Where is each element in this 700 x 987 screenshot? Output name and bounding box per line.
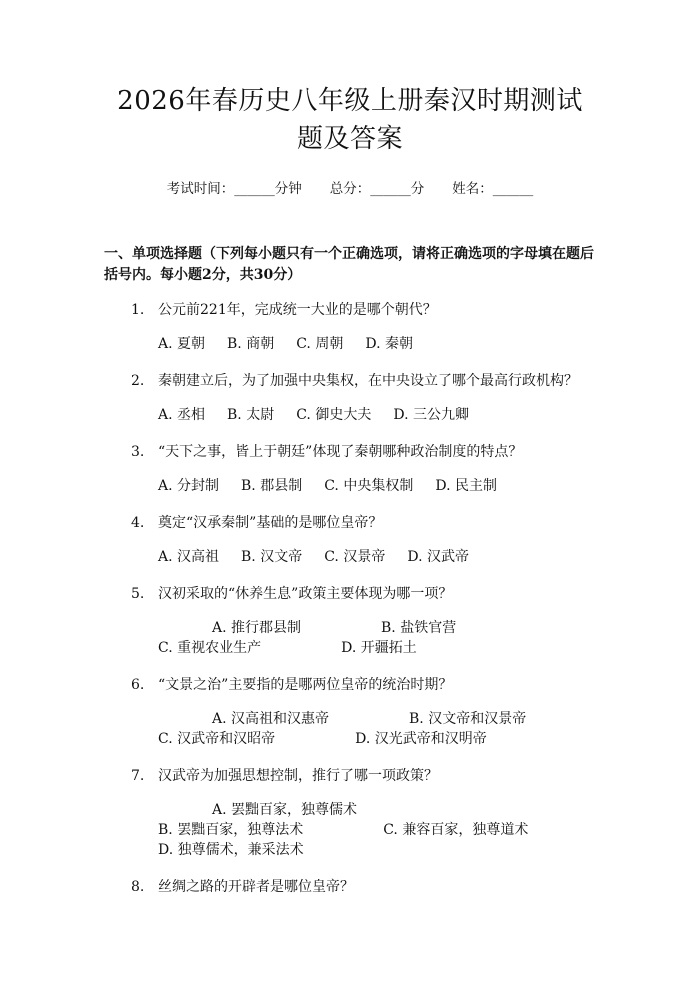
question-options <box>104 618 596 658</box>
question-options <box>104 547 596 567</box>
section-heading-single-choice: 一、单项选择题（下列每小题只有一个正确选项，请将正确选项的字母填在题后括号内。每小题2分，共30分） <box>104 246 594 283</box>
option-c: C. 汉武帝和汉昭帝 <box>158 731 276 747</box>
question-number: 2. <box>131 373 145 389</box>
option-b: B. 太尉 <box>227 407 275 423</box>
option-d: D. 独尊儒术，兼采法术 <box>158 842 304 858</box>
option-a: A. 推行郡县制 <box>212 620 302 636</box>
question-options <box>104 476 596 496</box>
question-5 <box>104 584 596 658</box>
question-number: 7. <box>131 768 145 784</box>
question-1 <box>104 300 596 354</box>
question-stem: 丝绸之路的开辟者是哪位皇帝？ <box>158 879 354 895</box>
option-b: B. 罢黜百家，独尊法术 <box>158 822 304 838</box>
exam-page <box>0 82 700 987</box>
option-b: B. 汉文帝 <box>241 549 303 565</box>
total-score-label: 总分：______分 <box>329 181 425 197</box>
question-8 <box>104 877 596 897</box>
student-name-label: 姓名：______ <box>452 181 534 197</box>
option-c: C. 汉景帝 <box>324 549 386 565</box>
exam-time-label: 考试时间：______分钟 <box>166 181 302 197</box>
question-options <box>104 800 596 860</box>
option-c: C. 周朝 <box>296 336 344 352</box>
document-title: 2026年春历史八年级上册秦汉时期测试题及答案 <box>117 86 583 154</box>
question-stem: 汉初采取的“休养生息”政策主要体现为哪一项？ <box>158 586 453 602</box>
question-stem: 汉武帝为加强思想控制，推行了哪一项政策？ <box>158 768 438 784</box>
question-stem: 公元前221年，完成统一大业的是哪个朝代？ <box>158 302 437 318</box>
option-c: C. 重视农业生产 <box>158 640 262 656</box>
question-stem: 秦朝建立后，为了加强中央集权，在中央设立了哪个最高行政机构？ <box>158 373 578 389</box>
question-4 <box>104 513 596 567</box>
question-options <box>104 709 596 749</box>
question-options <box>104 405 596 425</box>
option-a: A. 夏朝 <box>158 336 206 352</box>
question-number: 4. <box>131 515 145 531</box>
question-2 <box>104 371 596 425</box>
question-7 <box>104 766 596 860</box>
option-d: D. 开疆拓土 <box>341 640 417 656</box>
option-a: A. 丞相 <box>158 407 206 423</box>
option-d: D. 民主制 <box>435 478 497 494</box>
question-3 <box>104 442 596 496</box>
option-a: A. 罢黜百家，独尊儒术 <box>212 802 358 818</box>
option-c: C. 中央集权制 <box>324 478 414 494</box>
question-number: 5. <box>131 586 145 602</box>
question-stem: “天下之事，皆上于朝廷”体现了秦朝哪种政治制度的特点？ <box>158 444 523 460</box>
question-stem: 奠定“汉承秦制”基础的是哪位皇帝？ <box>158 515 383 531</box>
question-list <box>104 300 596 897</box>
option-b: B. 汉文帝和汉景帝 <box>409 711 527 727</box>
question-number: 6. <box>131 677 145 693</box>
option-d: D. 汉武帝 <box>407 549 469 565</box>
option-b: B. 盐铁官营 <box>381 620 457 636</box>
question-number: 3. <box>131 444 145 460</box>
option-b: B. 郡县制 <box>241 478 303 494</box>
option-a: A. 分封制 <box>158 478 220 494</box>
question-stem: “文景之治”主要指的是哪两位皇帝的统治时期？ <box>158 677 453 693</box>
question-6 <box>104 675 596 749</box>
option-d: D. 三公九卿 <box>393 407 469 423</box>
option-c: C. 兼容百家，独尊道术 <box>383 822 529 838</box>
option-d: D. 秦朝 <box>365 336 413 352</box>
exam-meta <box>104 179 596 199</box>
option-b: B. 商朝 <box>227 336 275 352</box>
question-number: 8. <box>131 879 145 895</box>
option-d: D. 汉光武帝和汉明帝 <box>355 731 487 747</box>
question-number: 1. <box>131 302 145 318</box>
option-c: C. 御史大夫 <box>296 407 372 423</box>
question-options <box>104 334 596 354</box>
option-a: A. 汉高祖 <box>158 549 220 565</box>
option-a: A. 汉高祖和汉惠帝 <box>212 711 330 727</box>
